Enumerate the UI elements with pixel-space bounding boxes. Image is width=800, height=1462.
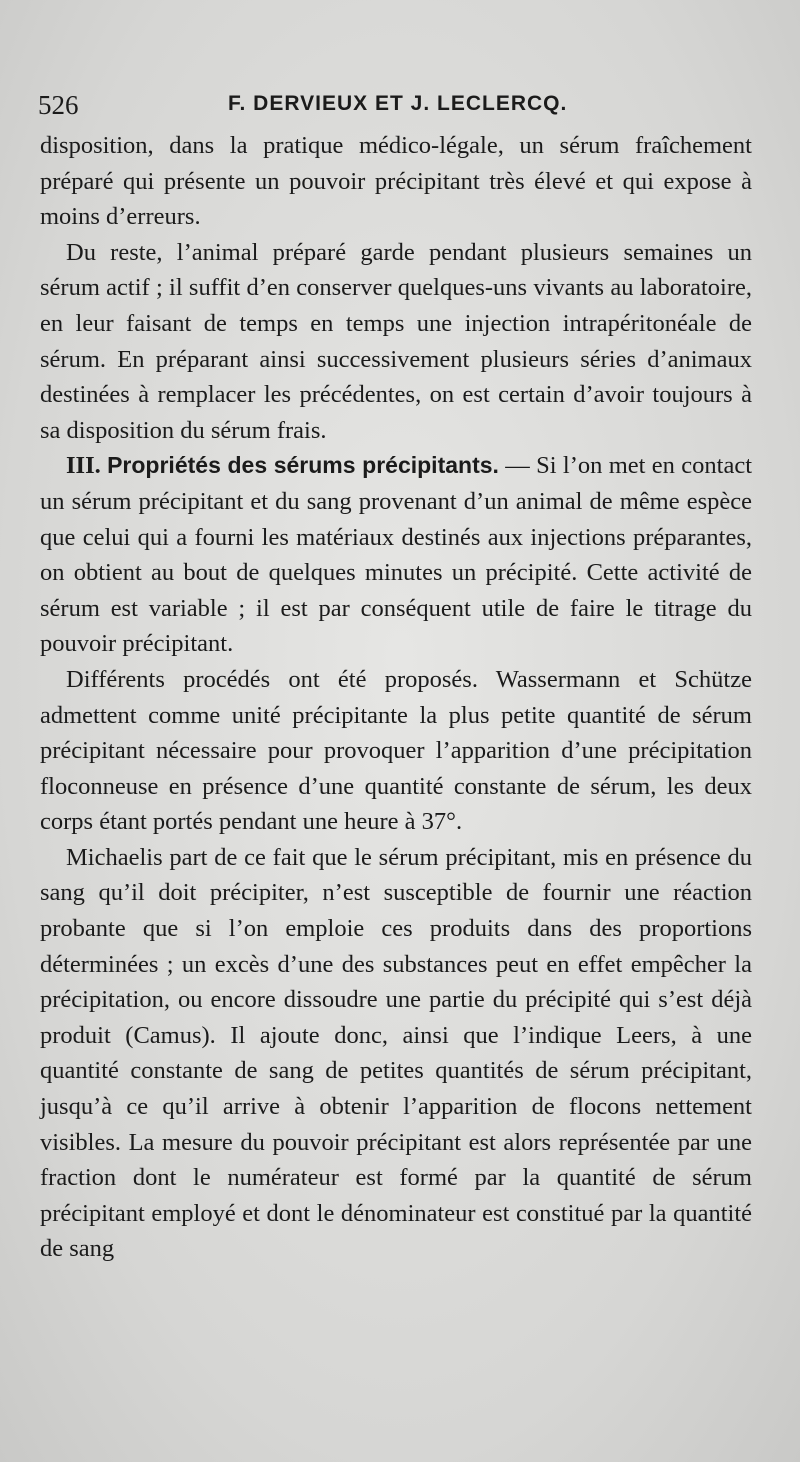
paragraph-continued: disposition, dans la pratique médico-légale, un sérum fraîchement préparé qui présente un pouvoir précipitant très élevé et qui expose à moins d’erreurs. [40,132,752,231]
section-text: — Si l’on met en contact un sérum précipitant et du sang provenant d’un animal de même espèce que celui qui a fourni les matériaux destinés aux injections préparantes, on obtient au bout de quelques minutes un précipité. Cette activité de sérum est variable ; il est par conséquent utile de faire le titrage du pouvoir précipitant. [40,452,753,658]
page-number: 526 [38,90,79,120]
running-head: F. DERVIEUX ET J. LECLERCQ. [228,92,568,115]
section-paragraph [40,448,752,662]
page-header [38,86,758,126]
paragraph: Du reste, l’animal préparé garde pendant plusieurs semaines un sérum actif ; il suffit d’en conserver quelques-uns vivants au laboratoire, en leur faisant de temps en temps une injection intrapéritonéale de sérum. En préparant ainsi successivement plusieurs séries d’animaux destinées à remplacer les précédentes, on est certain d’avoir toujours à sa disposition du sérum frais. [40,238,752,444]
section-title: Propriétés des sérums précipitants. [107,452,499,479]
section-number: III. [66,452,101,480]
body-text [40,128,752,1267]
paragraph: Différents procédés ont été proposés. Wassermann et Schütze admettent comme unité précipitante la plus petite quantité de sérum précipitant nécessaire pour provoquer l’apparition d’une précipitation floconneuse en présence d’une quantité constante de sérum, les deux corps étant portés pendant une heure à 37°. [40,665,752,836]
paragraph: Michaelis part de ce fait que le sérum précipitant, mis en présence du sang qu’il doit précipiter, n’est susceptible de fournir une réaction probante que si l’on emploie ces produits dans des proportions déterminées ; un excès d’une des substances peut en effet empêcher la précipitation, ou encore dissoudre une partie du précipité qui s’est déjà produit (Camus). Il ajoute donc, ainsi que l’indique Leers, à une quantité constante de sang de petites quantités de sérum précipitant, jusqu’à ce qu’il arrive à obtenir l’apparition de flocons nettement visibles. La mesure du pouvoir précipitant est alors représentée par une fraction dont le numérateur est formé par la quantité de sérum précipitant employé et dont le dénominateur est constitué par la quantité de sang [40,843,752,1263]
